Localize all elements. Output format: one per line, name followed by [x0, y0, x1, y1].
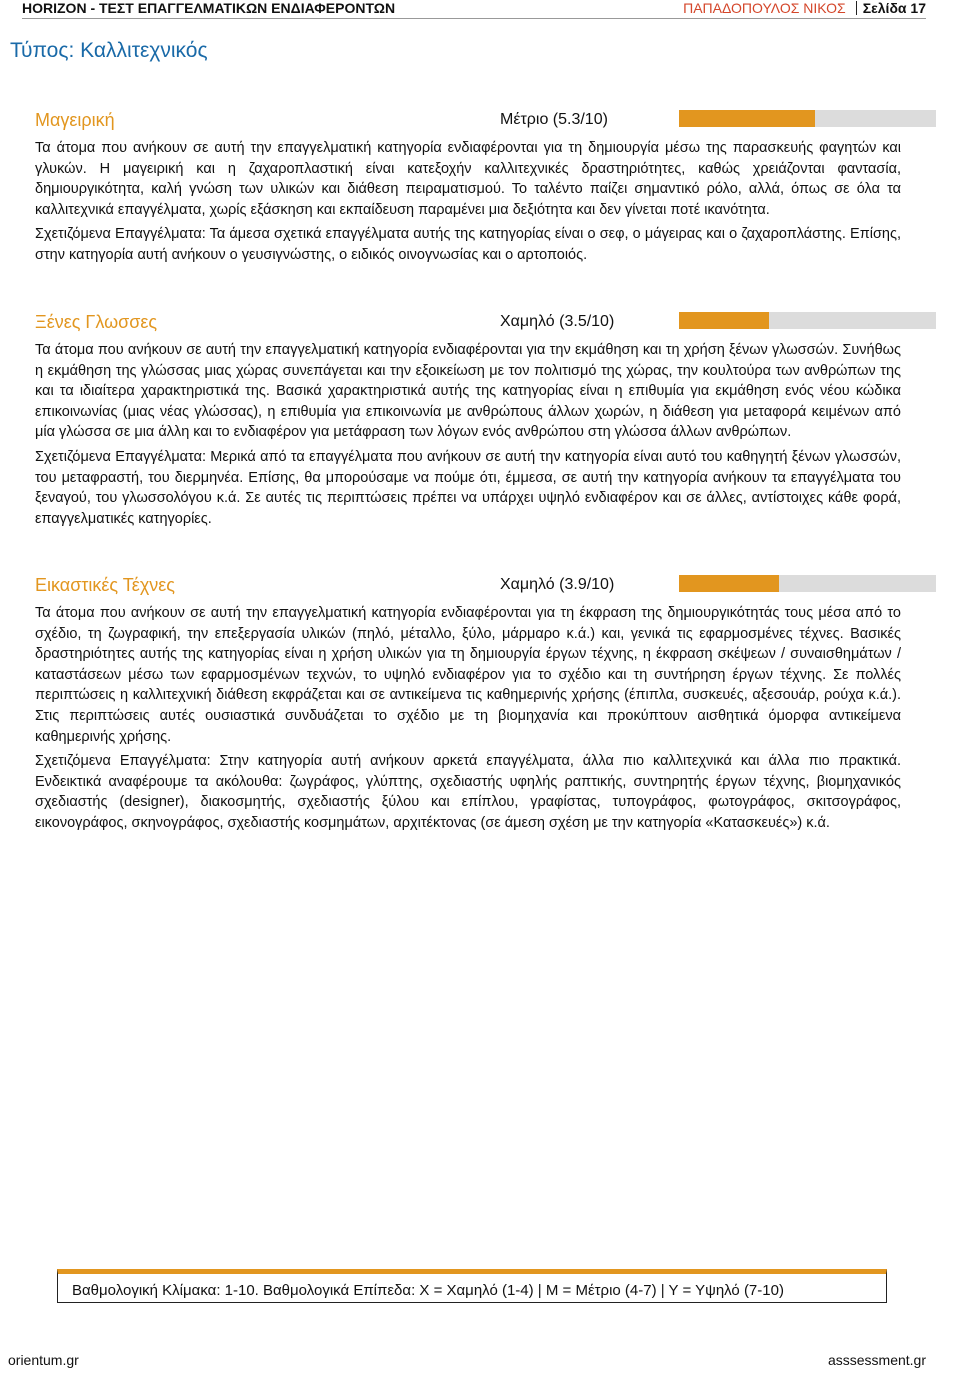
section-header: [35, 574, 901, 598]
type-title: Τύπος: Καλλιτεχνικός: [10, 39, 208, 62]
related-professions: Σχετιζόμενα Επαγγέλματα: Τα άμεσα σχετικά επαγγέλματα αυτής της κατηγορίας είναι ο σεφ, ο μάγειρας και ο ζαχαροπλάστης. Επίσης, στην κατηγορία αυτή ανήκουν ο γευσιγνώστης, ο ειδικός οινογνωσίας και ο αρτοποιός.: [35, 226, 901, 263]
score-bar-fill: [679, 110, 815, 127]
section-description: Τα άτομα που ανήκουν σε αυτή την επαγγελματική κατηγορία ενδιαφέρονται για την εκμάθηση και τη χρήση ξένων γλωσσών. Συνήθως η εκμάθηση της γλώσσας μιας χώρας συνεπάγεται και την εξοικείωση με τον πολιτισμό της χώρας, την κουλτούρα των ανθρώπων της και τα ιδιαίτερα χαρακτηριστικά της. Βασικά χαρακτηριστικά αυτής της κατηγορίας είναι η επιθυμία για εκμάθηση ενός νέου κώδικα επικοινωνίας (μιας νέας γλώσσας), η επιθυμία για επικοινωνία με ανθρώπους άλλων χωρών, η διάθεση για μεταφορά κειμένων από μία γλώσσα σε μια άλλη και το ενδιαφέρον για μετάφραση των λόγων ενός ανθρώπου στη γλώσσα άλλων ανθρώπων.: [35, 342, 901, 441]
document-title: HORIZON - ΤΕΣΤ ΕΠΑΓΓΕΛΜΑΤΙΚΩΝ ΕΝΔΙΑΦΕΡΟΝΤΩΝ: [22, 0, 396, 16]
section-level: Χαμηλό (3.9/10): [500, 576, 615, 593]
score-bar: [679, 575, 936, 592]
scoring-legend: Βαθμολογική Κλίμακα: 1-10. Βαθμολογικά Επίπεδα: Χ = Χαμηλό (1-4) | Μ = Μέτριο (4-7) | Υ = Υψηλό (7-10): [57, 1269, 887, 1303]
related-professions: Σχετιζόμενα Επαγγέλματα: Στην κατηγορία αυτή ανήκουν αρκετά επαγγέλματα, άλλα πιο καλλιτεχνικά και άλλα πιο πρακτικά. Ενδεικτικά αναφέρουμε τα ακόλουθα: ζωγράφος, γλύπτης, σχεδιαστής υφηλής ραπτικής, συντηρητής έργων τέχνης, βιομηχανικός σχεδιαστής (designer), διακοσμητής, σχεδιαστής ξύλου και επίπλου, γραφίστας, τυπογράφος, φωτογράφος, σκιτσογράφος, εικονογράφος, σκηνογράφος, σχεδιαστής κοσμημάτων, αρχιτέκτονας (σε άμεση σχέση με την κατηγορία «Κατασκευές») κ.ά.: [35, 753, 901, 831]
header-rule: [22, 18, 926, 19]
section-foreign-languages: [35, 311, 901, 533]
footer-right: asssessment.gr: [827, 1352, 926, 1368]
section-header: [35, 109, 901, 133]
footer-left: orientum.gr: [8, 1352, 79, 1368]
section-title: Μαγειρική: [35, 110, 115, 130]
section-cooking: [35, 109, 901, 270]
page-info: [683, 0, 926, 16]
author-name: ΠΑΠΑΔΟΠΟΥΛΟΣ ΝΙΚΟΣ: [683, 0, 846, 16]
related-professions: Σχετιζόμενα Επαγγέλματα: Μερικά από τα επαγγέλματα που ανήκουν σε αυτή την κατηγορία είναι αυτό του καθηγητή ξένων γλωσσών, του μεταφραστή, του διερμηνέα. Επίσης, θα μπορούσαμε να πούμε ότι, έμμεσα, σε αυτή την κατηγορία ανήκουν τα επαγγέλματα του ξεναγού, του γλωσσολόγου κ.ά. Σε αυτές τις περιπτώσεις πρέπει να υπάρχει υψηλό ενδιαφέρον και σε άλλες, αντίστοιχες κάθε φορά, επαγγελματικές κατηγορίες.: [35, 448, 901, 527]
page-header: [22, 0, 926, 16]
section-title: Ξένες Γλωσσες: [35, 312, 158, 332]
section-header: [35, 311, 901, 335]
score-bar: [679, 110, 936, 127]
section-description: Τα άτομα που ανήκουν σε αυτή την επαγγελματική κατηγορία ενδιαφέρονται για τη δημιουργία μέσω της παρασκευής φαγητών και γλυκών. Η μαγειρική και η ζαχαροπλαστική είναι κατεξοχήν καλλιτεχνικές δραστηριότητες, καθώς χρειάζονται φαντασία, δημιουργικότητα, καλή γνώση των υλικών και διάθεση πειραματισμού. Το ταλέντο παίζει σημαντικό ρόλο, αλλά, όπως σε όλα τα καλλιτεχνικά επαγγέλματα, χωρίς εξάσκηση και εκπαίδευση παραμένει μια δεξιότητα και δεν γίνεται ποτέ ικανότητα.: [35, 140, 901, 218]
header-separator: [856, 1, 857, 15]
section-visual-arts: [35, 574, 901, 838]
page-number: Σελίδα 17: [862, 0, 926, 16]
section-level: Χαμηλό (3.5/10): [500, 313, 615, 330]
score-bar: [679, 312, 936, 329]
score-bar-fill: [679, 575, 779, 592]
score-bar-fill: [679, 312, 769, 329]
section-description: Τα άτομα που ανήκουν σε αυτή την επαγγελματική κατηγορία ενδιαφέρονται για τη έκφραση της δημιουργικότητάς τους μέσα από το σχέδιο, τη ζωγραφική, την επεξεργασία υλικών (πηλό, μέταλλο, ξύλο, μάρμαρο κ.ά.) και, γενικά τις εφαρμοσμένες τέχνες. Βασικές δραστηριότητες αυτής της κατηγορίας είναι η χρήση υλικών για τη δημιουργία έργων τέχνης, η έκφραση σκέψεων / συναισθημάτων / καταστάσεων μέσω των εφαρμοσμένων τεχνών, το υψηλό ενδιαφέρον για το σχέδιο και τη συντήρηση έργων τέχνης. Σε πολλές περιπτώσεις η καλλιτεχνική διάθεση εκφράζεται και σε αντικείμενα τις καθημερινής χρήσης (έπιπλα, συσκευές, αξεσουάρ, ρούχα κ.ά.). Στις περιπτώσεις αυτές ουσιαστικά συνδυάζεται το σχέδιο με τη βιομηχανία και προκύπτουν αισθητικά όμορφα αντικείμενα καθημερινής χρήσης.: [35, 605, 901, 745]
section-title: Εικαστικές Τέχνες: [35, 575, 175, 595]
section-level: Μέτριο (5.3/10): [500, 111, 608, 128]
